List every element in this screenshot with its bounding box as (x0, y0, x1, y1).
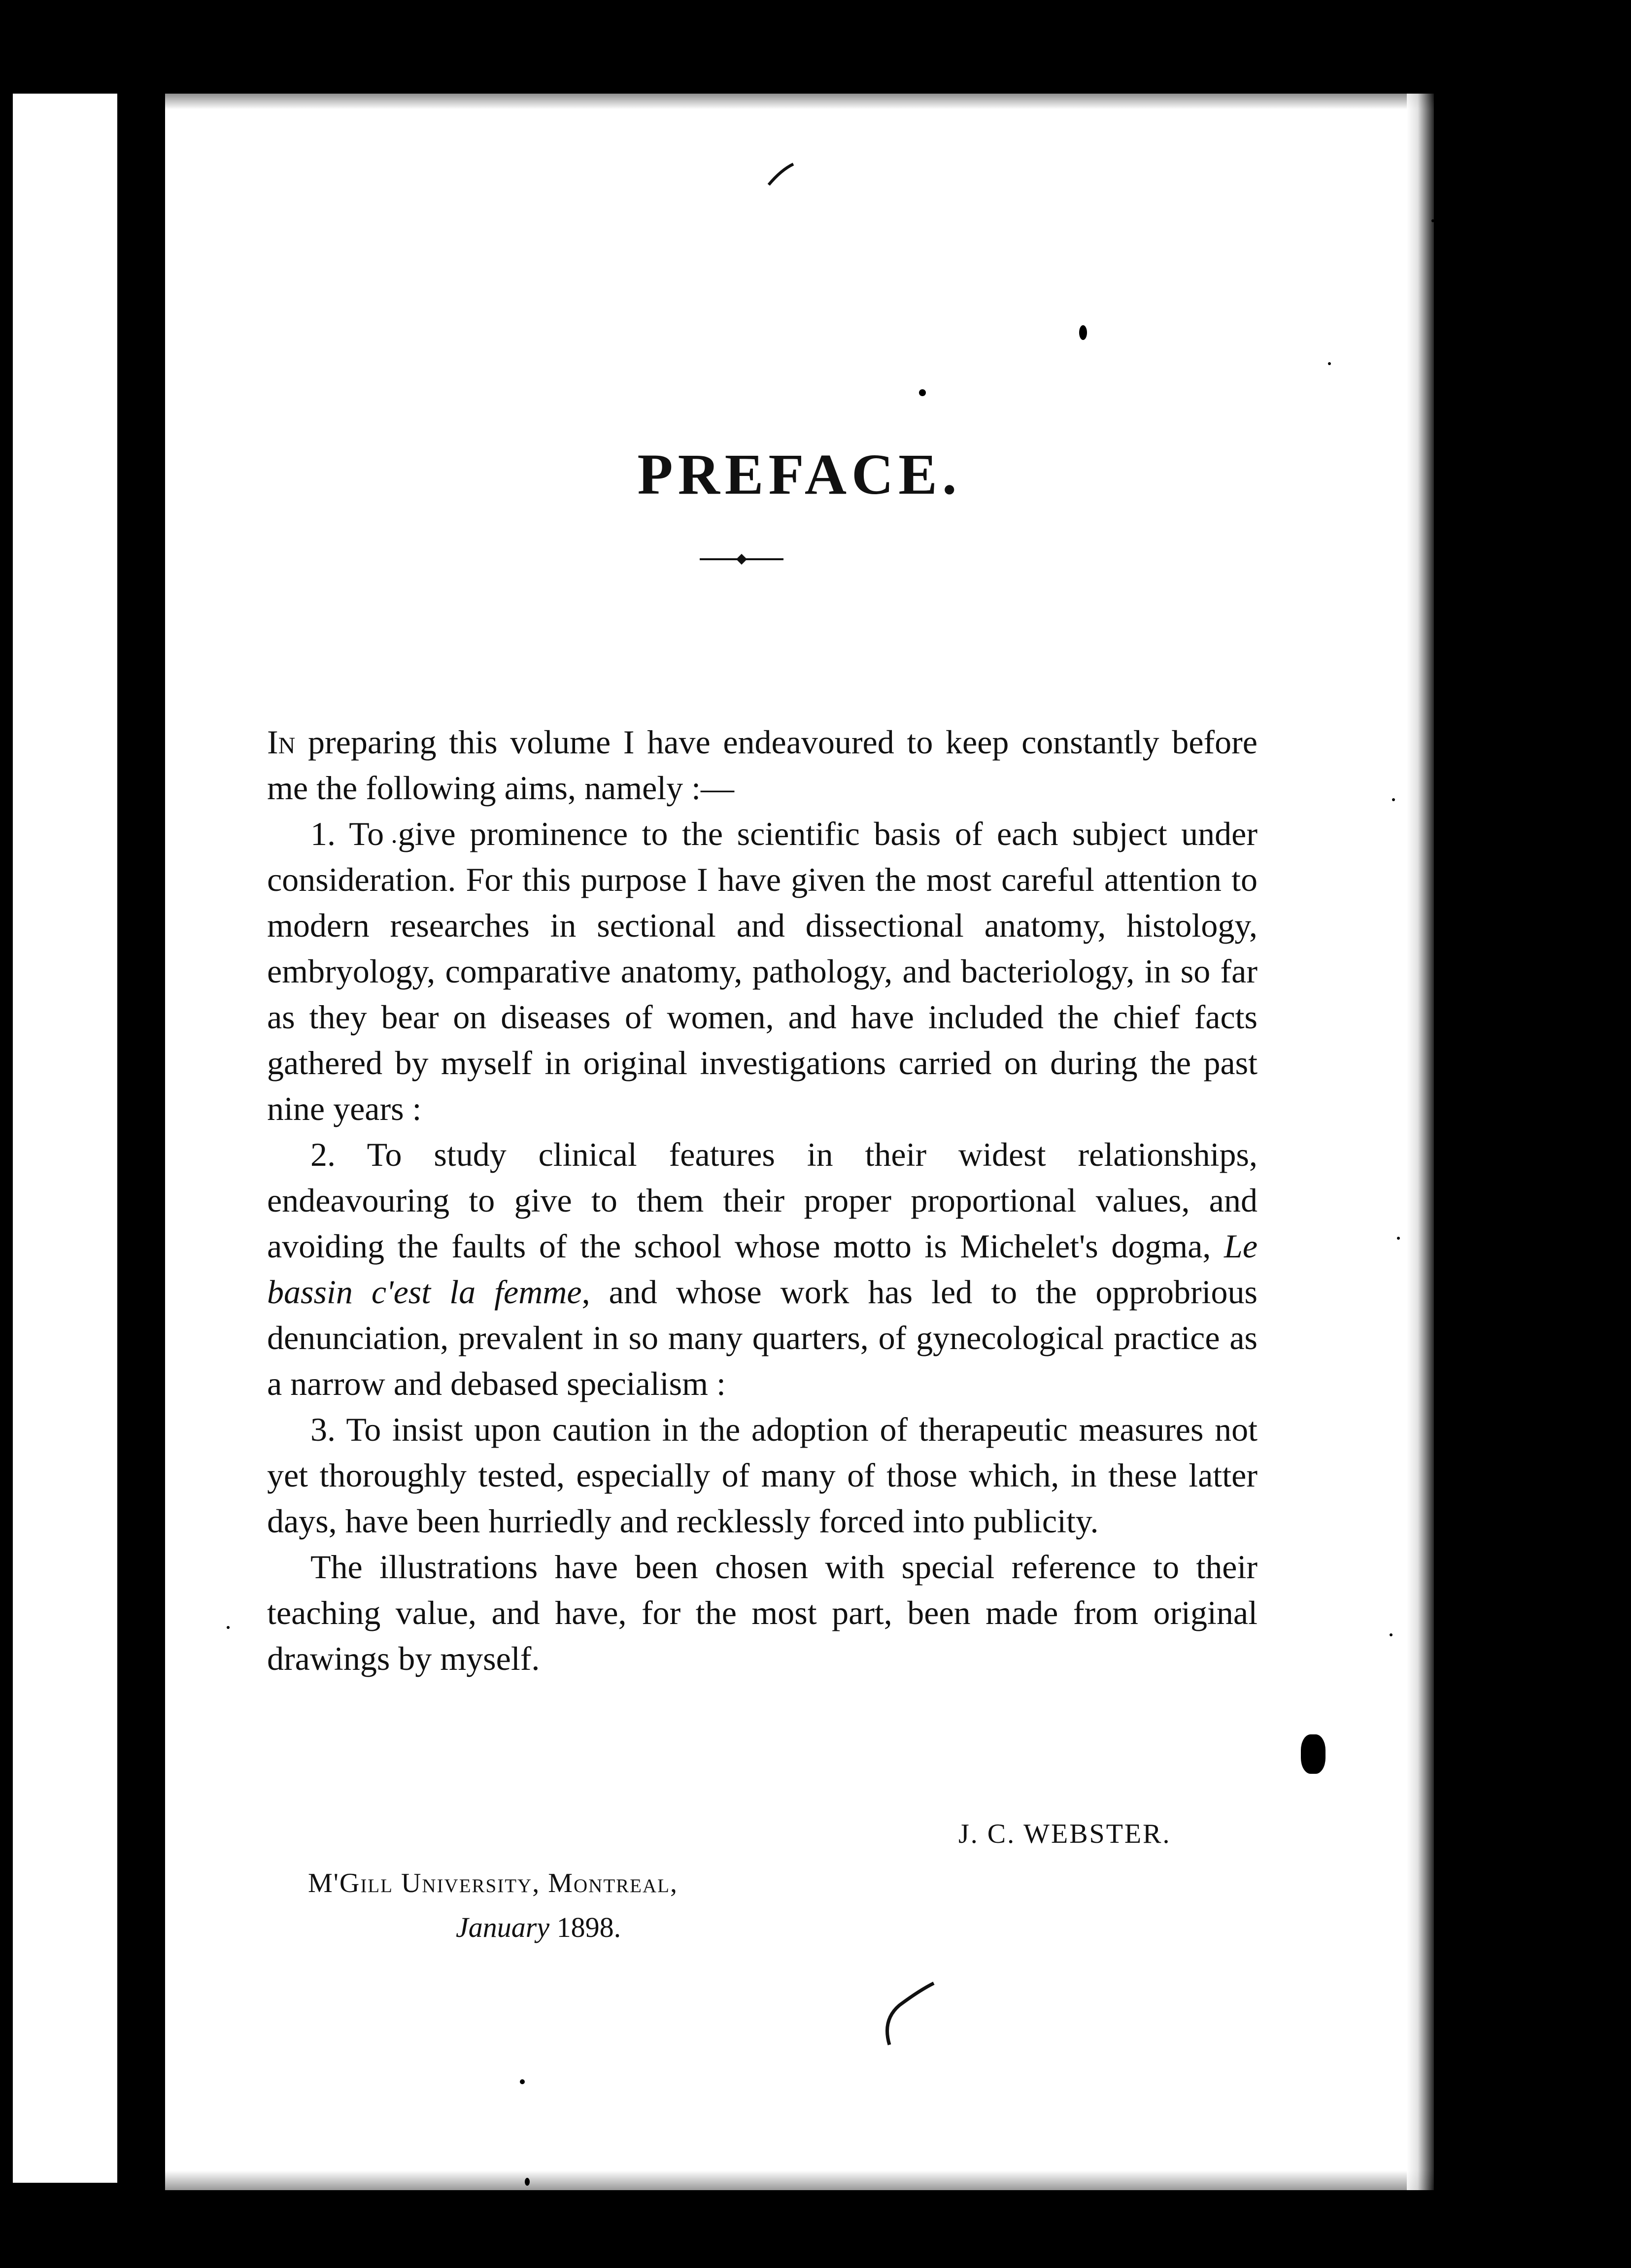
pen-stroke-mark (766, 160, 796, 190)
aim-paragraph-3: 3. To insist upon caution in the adoption of therapeutic measures not yet thoroughly tested, especially of many of those which, in these latter days, have been hurriedly and recklessly forced into publicity. (267, 1411, 1257, 1540)
scan-speck (919, 389, 926, 396)
date-month: January (456, 1911, 550, 1943)
scan-speck (1392, 798, 1395, 801)
scan-speck (1079, 325, 1087, 340)
binding-gutter (0, 94, 13, 2183)
date-year: 1898. (549, 1911, 621, 1943)
scan-speck (1431, 219, 1434, 222)
page-top-shadow (165, 94, 1434, 109)
title-ornament-rule (700, 552, 783, 567)
preface-date (456, 1911, 621, 1944)
author-affiliation: M'Gill University, Montreal, (308, 1868, 678, 1898)
intro-text: preparing this volume I have endeavoured to keep constantly before me the following aims, namely :— (267, 723, 1257, 807)
pen-stroke-mark (880, 1976, 939, 2050)
aim-2-text-after: , and whose work has led to the opprobrious denunciation, prevalent in so many quarters, of gynecological practice as a narrow and debased specialism : (267, 1273, 1257, 1402)
page-title: PREFACE. (637, 442, 962, 507)
preface-page (165, 94, 1434, 2190)
intro-lead-word: In (267, 723, 296, 761)
author-signature: J. C. WEBSTER. (958, 1819, 1171, 1849)
scan-speck (1328, 362, 1331, 365)
scan-speck (1390, 1633, 1393, 1636)
intro-paragraph (267, 719, 1257, 811)
scan-speck (1301, 1734, 1325, 1774)
aim-2-text-before: 2. To study clinical features in their widest relationships, endeavouring to give to them their proper proportional values, and avoiding the faults of the school whose motto is Michelet's dogma, (267, 1136, 1257, 1265)
closing-paragraph: The illustrations have been chosen with special reference to their teaching value, and have, for the most part, been made from original drawings by myself. (267, 1548, 1257, 1677)
left-page-edge (0, 94, 117, 2183)
scan-speck (525, 2178, 530, 2186)
scan-speck (227, 1626, 230, 1629)
page-bottom-shadow (165, 2170, 1434, 2190)
aim-2-italic-phrase: Le bassin c'est la femme (267, 1227, 1257, 1311)
aim-paragraph-1: 1. To give prominence to the scientific basis of each subject under consideration. For this purpose I have given the most careful attention to modern researches in sectional and dissectional anatomy, histology, embryology, comparative anatomy, pathology, and bacteriology, in so far as they bear on diseases of women, and have included the chief facts gathered by myself in original investigations carried on during the past nine years : (267, 815, 1257, 1127)
preface-body (267, 719, 1257, 1682)
scan-speck (1397, 1237, 1400, 1240)
scan-speck (520, 2079, 525, 2084)
page-right-shadow (1407, 94, 1434, 2190)
aim-paragraph-2 (267, 1132, 1257, 1407)
